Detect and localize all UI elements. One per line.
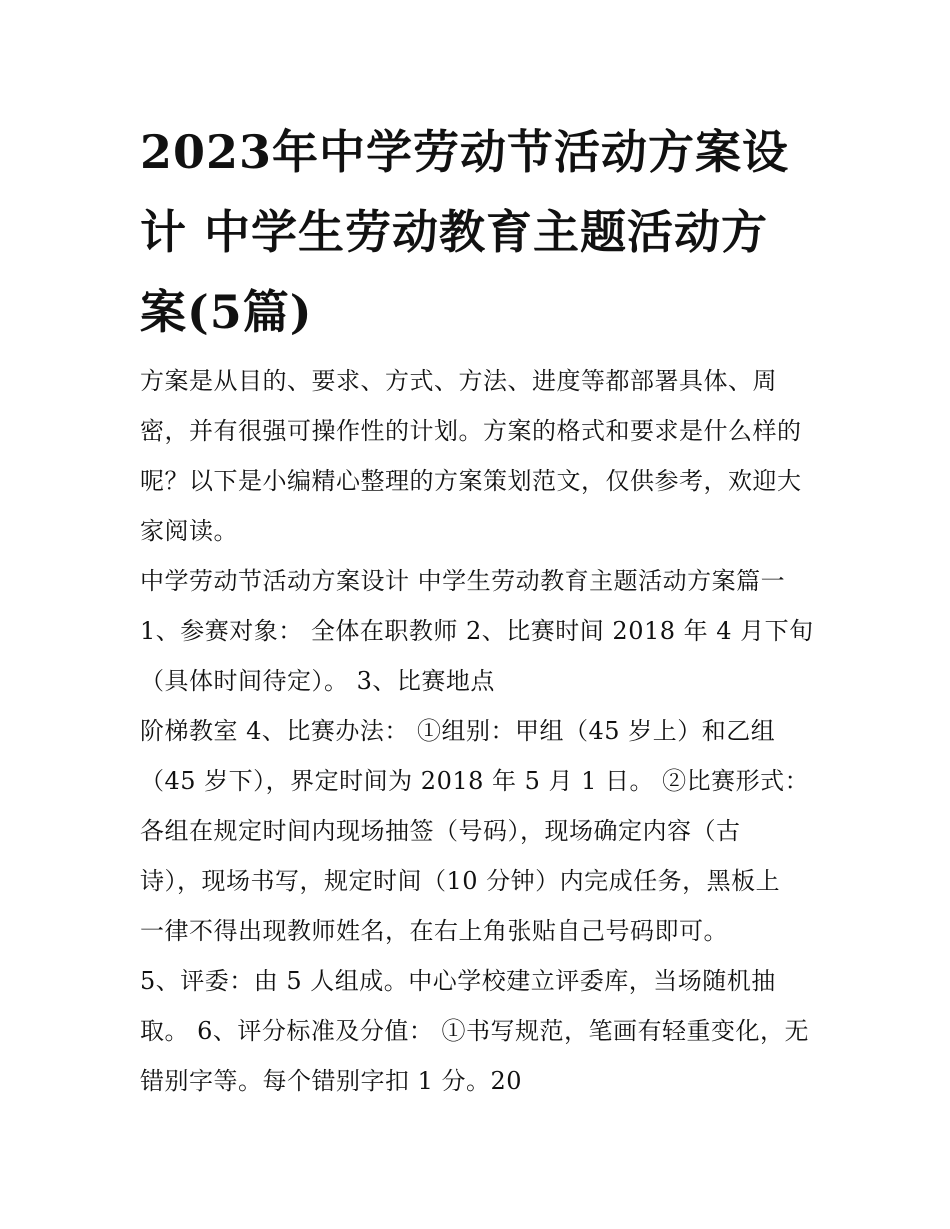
body-line: 呢？以下是小编精心整理的方案策划范文，仅供参考，欢迎大 — [140, 467, 802, 495]
body-line: 各组在规定时间内现场抽签（号码），现场确定内容（古 — [140, 817, 741, 845]
title-line: 计 中学生劳动教育主题活动方 — [140, 205, 769, 259]
body-line: 5、评委：由 5 人组成。中心学校建立评委库，当场随机抽 — [140, 967, 776, 995]
body-line: 方案是从目的、要求、方式、方法、进度等都部署具体、周 — [140, 367, 777, 395]
body-line: 错别字等。每个错别字扣 1 分。20 — [140, 1067, 523, 1095]
body-line: 阶梯教室 4、比赛办法： ①组别：甲组（45 岁上）和乙组 — [140, 717, 776, 745]
body-line: 密，并有很强可操作性的计划。方案的格式和要求是什么样的 — [140, 417, 802, 445]
body-line: 诗），现场书写，规定时间（10 分钟）内完成任务，黑板上 — [140, 867, 781, 895]
document-title — [140, 112, 820, 352]
body-line: （具体时间待定）。 3、比赛地点 — [140, 667, 495, 695]
body-line: 一律不得出现教师姓名，在右上角张贴自己号码即可。 — [140, 917, 728, 945]
body-line: 取。 6、评分标准及分值： ①书写规范，笔画有轻重变化，无 — [140, 1017, 810, 1045]
title-line: 案(5篇) — [140, 285, 313, 339]
title-line: 2023年中学劳动节活动方案设 — [140, 125, 790, 179]
body-line: （45 岁下），界定时间为 2018 年 5 月 1 日。 ②比赛形式： — [140, 767, 810, 795]
body-line: 家阅读。 — [140, 517, 238, 545]
body-line: 中学劳动节活动方案设计 中学生劳动教育主题活动方案篇一 — [140, 567, 786, 595]
body-line: 1、参赛对象： 全体在职教师 2、比赛时间 2018 年 4 月下旬 — [140, 617, 814, 645]
document-body — [140, 356, 830, 1106]
